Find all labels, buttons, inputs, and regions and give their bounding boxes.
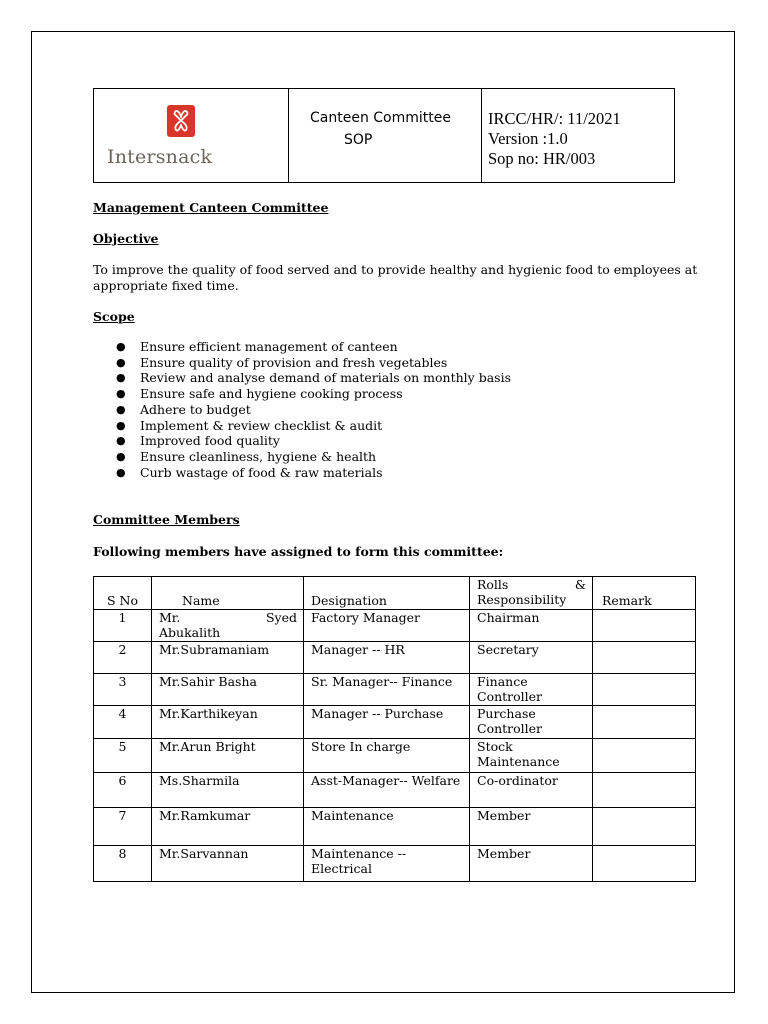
col-designation: Designation <box>304 577 470 610</box>
bullet-icon: ● <box>116 340 126 353</box>
bullet-icon: ● <box>116 387 126 401</box>
col-remark: Remark <box>593 577 696 610</box>
list-item: ● Ensure efficient management of canteen <box>116 339 398 354</box>
document-header <box>93 88 675 183</box>
table-header-row <box>94 577 696 610</box>
table-row: 7 Mr.Ramkumar Maintenance Member <box>94 808 696 846</box>
col-sno: S No <box>94 577 152 610</box>
doc-title: Canteen Committee <box>310 110 451 126</box>
ref-code: IRCC/HR/: 11/2021 <box>488 109 621 128</box>
list-item: ● Implement & review checklist & audit <box>116 417 383 433</box>
objective-heading: Objective <box>93 231 159 246</box>
member-name: Mr. Syed Abukalith <box>152 610 304 642</box>
table-row: 4 Mr.Karthikeyan Manager -- Purchase Purchase Controller <box>94 706 696 739</box>
scope-heading: Scope <box>93 309 135 324</box>
objective-line-2: appropriate fixed time. <box>93 278 239 293</box>
committee-heading: Committee Members <box>93 512 240 527</box>
col-name: Name <box>152 577 304 610</box>
table-row: 5 Mr.Arun Bright Store In charge Stock Maintenance <box>94 739 696 773</box>
scope-list <box>110 339 511 480</box>
bullet-icon: ● <box>116 418 126 432</box>
version: Version :1.0 <box>488 129 568 148</box>
list-item: ● Curb wastage of food & raw materials <box>116 464 383 480</box>
list-item: ● Improved food quality <box>116 433 280 449</box>
table-row: 2 Mr.Subramaniam Manager -- HR Secretary <box>94 642 696 674</box>
bullet-icon: ● <box>116 355 126 369</box>
committee-intro: Following members have assigned to form this committee: <box>93 544 504 559</box>
bullet-icon: ● <box>116 465 126 479</box>
bullet-icon: ● <box>116 449 126 463</box>
logo-cell <box>94 89 289 182</box>
list-item: ● Ensure quality of provision and fresh vegetables <box>116 354 448 370</box>
list-item: ● Adhere to budget <box>116 401 251 417</box>
title-cell <box>289 89 482 182</box>
sop-number: Sop no: HR/003 <box>488 149 596 168</box>
table-row: 6 Ms.Sharmila Asst-Manager-- Welfare Co-ordinator <box>94 773 696 808</box>
reference-cell <box>482 89 674 182</box>
intersnack-logo-icon <box>167 105 195 137</box>
committee-table <box>93 576 696 882</box>
table-row: 1 Mr. Syed Abukalith Factory Manager Chairman <box>94 610 696 642</box>
bullet-icon: ● <box>116 434 126 448</box>
table-row: 3 Mr.Sahir Basha Sr. Manager-- Finance Finance Controller <box>94 674 696 706</box>
doc-subtitle: SOP <box>344 132 373 148</box>
bullet-icon: ● <box>116 402 126 416</box>
objective-line-1: To improve the quality of food served and to provide healthy and hygienic food to employees at <box>93 262 698 277</box>
col-roles: Rolls & Responsibility <box>470 577 593 610</box>
company-name: Intersnack <box>107 146 213 168</box>
list-item: ● Ensure safe and hygiene cooking process <box>116 386 403 402</box>
list-item: ● Ensure cleanliness, hygiene & health <box>116 448 377 464</box>
table-row: 8 Mr.Sarvannan Maintenance -- Electrical Member <box>94 846 696 882</box>
bullet-icon: ● <box>116 371 126 385</box>
list-item: ● Review and analyse demand of materials on monthly basis <box>116 370 511 386</box>
section-title: Management Canteen Committee <box>93 200 329 215</box>
